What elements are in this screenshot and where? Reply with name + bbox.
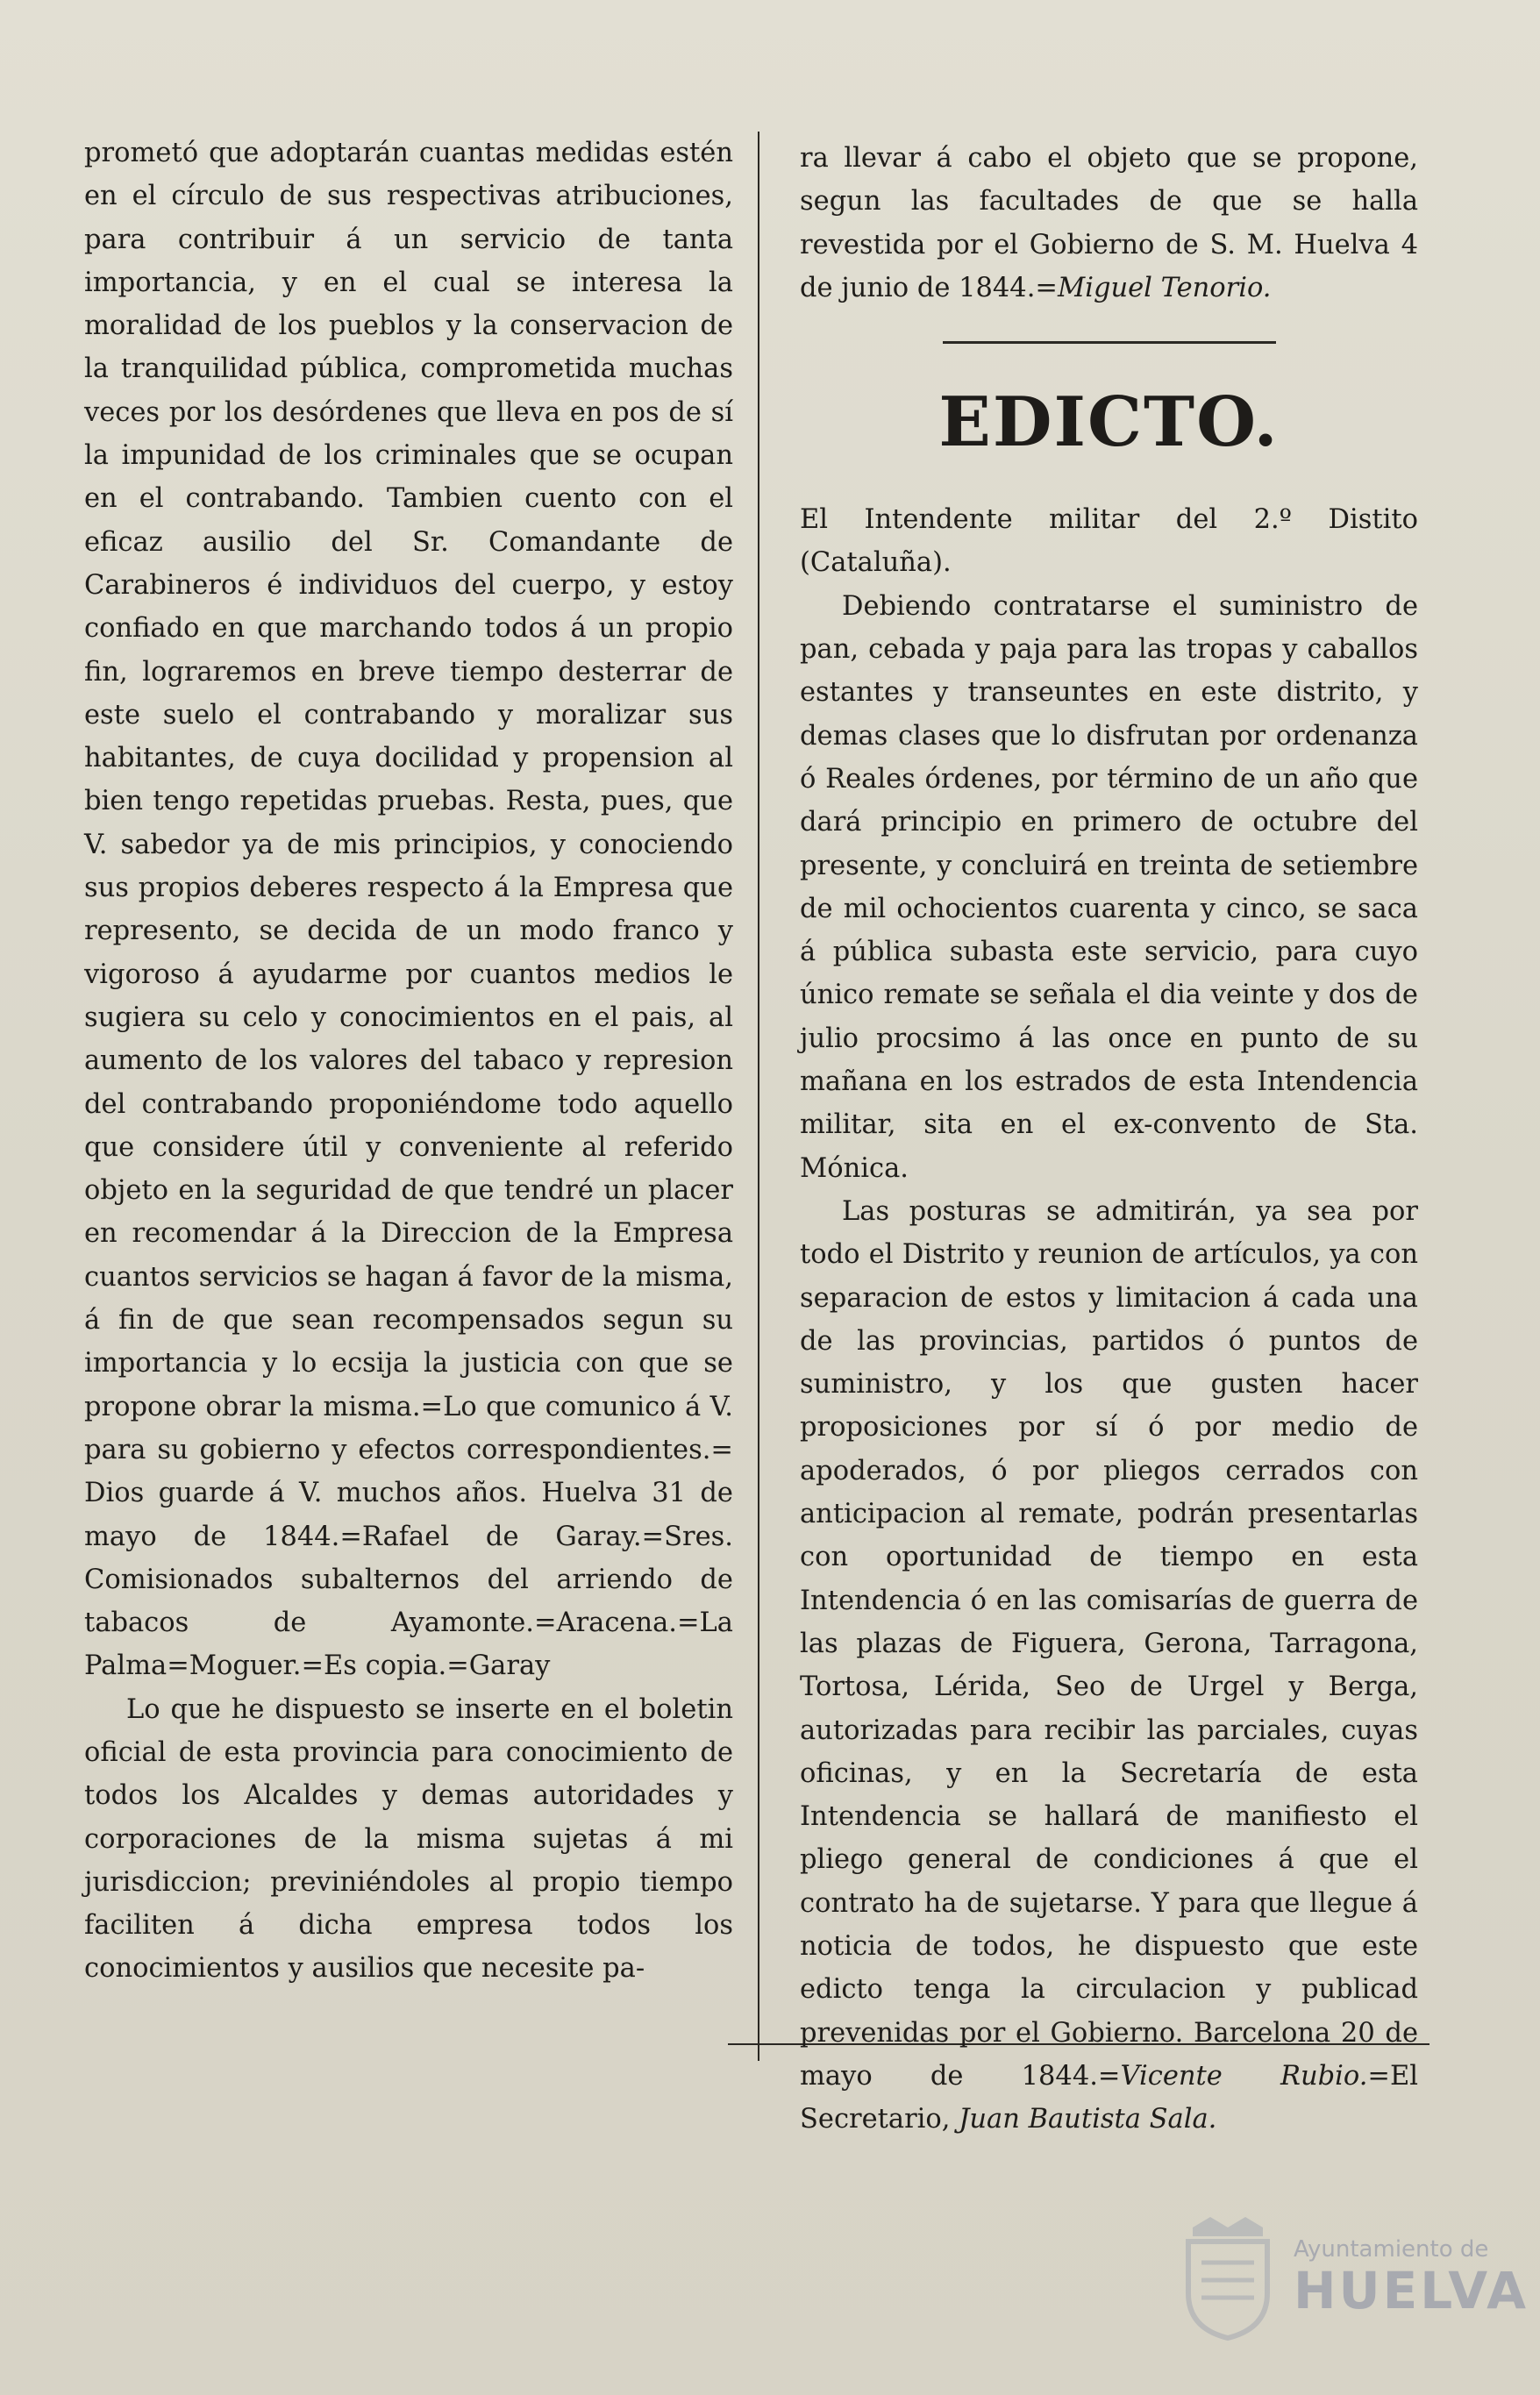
- signature-sala: Juan Bautista Sala.: [959, 2104, 1217, 2135]
- coat-of-arms-icon: [1175, 2210, 1280, 2342]
- left-paragraph-2: Lo que he dispuesto se inserte en el boletin oficial de esta provincia para conocimiento de todos los Alcaldes y demas autoridades y corporaciones de la misma sujetas á mi jurisdiccion; previniéndoles al propio tiempo faciliten á dicha empresa todos los conocimientos y ausilios que necesite pa-: [84, 1693, 733, 1985]
- left-column: [84, 132, 733, 1991]
- logo-small-text: Ayuntamiento de: [1294, 2236, 1489, 2263]
- left-paragraph-1: prometó que adoptarán cuantas medidas estén en el círculo de sus respectivas atribuciones, para contribuir á un servicio de tanta importancia, y en el cual se interesa la moralidad de los pueblos y la conservacion de la tranquilidad pública, comprometida muchas veces por los desórdenes que lleva en pos de sí la impunidad de los criminales que se ocupan en el contrabando. Tambien cuento con el eficaz ausilio del Sr. Comandante de Carabineros é individuos del cuerpo, y estoy confiado en que marchando todos á un propio fin, lograremos en breve tiempo desterrar de este suelo el contrabando y moralizar sus habitantes, de cuya docilidad y propension al bien tengo repetidas pruebas. Resta, pues, que V. sabedor ya de mis principios, y conociendo sus propios deberes respecto á la Empresa que represento, se decida de un modo franco y vigoroso á ayudarme por cuantos medios le sugiera su celo y conocimientos en el pais, al aumento de los valores del tabaco y represion del contrabando proponiéndome todo aquello que considere útil y conveniente al referido objeto en la seguridad de que tendré un placer en recomendar á la Direccion de la Empresa cuantos servicios se hagan á favor de la misma, á fin de que sean recompensados segun su importancia y lo ecsija la justicia con que se propone obrar la misma.=Lo que comunico á V. para su gobierno y efectos correspondientes.= Dios guarde á V. muchos años. Huelva 31 de mayo de 1844.=Rafael de Garay.=Sres. Comisionados subalternos del arriendo de tabacos de Ayamonte.=Aracena.=La Palma=Moguer.=Es copia.=Garay: [84, 138, 733, 1682]
- edict-intro: El Intendente militar del 2.º Distito (Cataluña).: [800, 504, 1418, 579]
- secretary-label: =El Secretario,: [800, 2060, 1418, 2135]
- edicto-headline: EDICTO.: [938, 382, 1280, 463]
- signature-tenorio: Miguel Tenorio.: [1057, 272, 1272, 303]
- logo-big-text: HUELVA: [1294, 2261, 1529, 2320]
- right-paragraph-1: [800, 137, 1418, 310]
- ayuntamiento-logo: [1175, 2210, 1529, 2368]
- edict-paragraph-1: Debiendo contratarse el suministro de pan, cebada y paja para las tropas y caballos estantes y transeuntes en este distrito, y demas clases que lo disfrutan por ordenanza ó Reales órdenes, por término de un año que dará principio en primero de octubre del presente, y concluirá en treinta de setiembre de mil ochocientos cuarenta y cinco, se saca á pública subasta este servicio, para cuyo único remate se señala el dia veinte y dos de julio procsimo á las once en punto de su mañana en los estrados de esta Intendencia militar, sita en el ex-convento de Sta. Mónica.: [800, 590, 1418, 1184]
- edict-paragraph-2-text: Las posturas se admitirán, ya sea por todo el Distrito y reunion de artículos, ya con separacion de estos y limitacion á cada una de las provincias, partidos ó puntos de suministro, y los que gusten hacer proposiciones por sí ó por medio de apoderados, ó por pliegos cerrados con anticipacion al remate, podrán presentarlas con oportunidad de tiempo en esta Intendencia ó en las comisarías de guerra de las plazas de Figuera, Gerona, Tarragona, Tortosa, Lérida, Seo de Urgel y Berga, autorizadas para recibir las parciales, cuyas oficinas, y en la Secretaría de esta Intendencia se hallará de manifiesto el pliego general de condiciones á que el contrato ha de sujetarse. Y para que llegue á noticia de todos, he dispuesto que este edicto tenga la circulacion y publicad prevenidas por el Gobierno. Barcelona 20 de mayo de 1844.=: [800, 1195, 1418, 2092]
- headline-rule: [943, 341, 1276, 344]
- column-divider: [758, 132, 759, 2061]
- continuation-text: ra llevar á cabo el objeto que se propone, segun las facultades de que se halla revestida por el Gobierno de S. M. Huelva 4 de junio de 1844.=: [800, 143, 1418, 303]
- edict-paragraph-2: [800, 1190, 1418, 2142]
- signature-rubio: Vicente Rubio.: [1120, 2060, 1368, 2092]
- right-column: [800, 137, 1418, 2141]
